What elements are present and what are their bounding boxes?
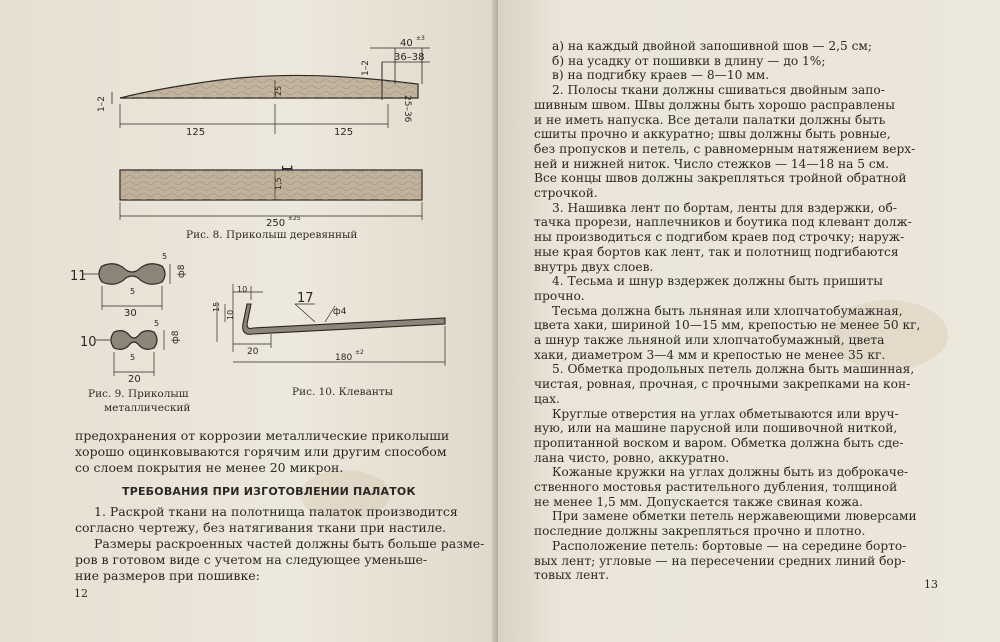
text-line: Тесьма должна быть льняная или хлопчатобумажная,	[552, 303, 903, 318]
dim-180-tol: ±2	[355, 349, 364, 356]
figure-8-wooden-peg-drawing	[0, 0, 498, 240]
text-line: б) на усадку от пошивки в длину — до 1%;	[552, 53, 826, 68]
text-line: строчкой.	[534, 186, 598, 200]
text-line: внутрь двух слоев.	[534, 259, 654, 274]
dim-25-36: 25–36	[402, 95, 412, 123]
metal-peg-11	[99, 264, 165, 285]
text-line: 5. Обметка продольных петель должна быть машинная,	[552, 362, 915, 377]
metal-peg-10	[111, 331, 157, 350]
dim-10-a: 10	[237, 285, 248, 294]
dim-250-tol: ±25	[288, 215, 301, 222]
text-line: 4. Тесьма и шнур вздержек должны быть пришиты	[552, 274, 883, 289]
label-10: 10	[80, 335, 97, 350]
figure-9-caption-line1: Рис. 9. Приколыш	[88, 388, 189, 400]
text-line: ны производиться с подгибом краев под строчку; наруж-	[534, 230, 905, 245]
dim-40-tol: ±3	[416, 35, 425, 42]
left-page	[0, 0, 498, 642]
dim-25: 25	[274, 85, 283, 96]
text-line: и не иметь напуска. Все детали палатки должны быть	[534, 112, 886, 127]
text-line: прочно.	[534, 288, 585, 303]
label-11: 11	[70, 269, 87, 284]
text-line: ние размеров при пошивке:	[75, 568, 260, 583]
text-line: ную, или на машине парусной или пошивочной ниткой,	[534, 421, 898, 436]
page-number-left: 12	[74, 587, 88, 600]
dim-180: 180	[335, 353, 353, 363]
text-line: чистая, ровная, прочная, с прочными закрепками на кон-	[534, 377, 911, 392]
dim-1-5: 1,5	[274, 177, 283, 190]
figure-10-caption: Рис. 10. Клеванты	[292, 386, 394, 398]
dim-20-fig9: 20	[128, 374, 141, 385]
dim-125-b: 125	[334, 127, 354, 138]
text-line: последние должны закрепляться прочно и плотно.	[534, 524, 866, 539]
text-line: ные края бортов как лент, так и полотнищ подгибаются	[534, 244, 899, 259]
label-17: 17	[297, 291, 314, 306]
text-line: сшиты прочно и аккуратно; швы должны быть ровные,	[534, 127, 891, 142]
text-line: товых лент.	[534, 568, 610, 583]
figure-8-caption: Рис. 8. Приколыш деревянный	[186, 229, 358, 241]
text-line: вых лент; угловые — на пересечении средних линий бор-	[534, 553, 906, 568]
text-line: хорошо оцинковываются горячим или другим способом	[75, 444, 447, 459]
text-line: ственного мостовья растительного дубления, толщиной	[534, 480, 898, 494]
dim-5-d: 5	[130, 353, 136, 362]
dim-5-b: 5	[130, 287, 136, 296]
text-line: шивным швом. Швы должны быть хорошо расправлены	[534, 97, 895, 112]
text-line: 3. Нашивка лент по бортам, ленты для вздержки, об-	[552, 200, 897, 215]
text-line: ров в готовом виде с учетом на следующее уменьше-	[75, 552, 428, 567]
text-line: При замене обметки петель нержавеющими люверсами	[552, 509, 917, 524]
dim-1-2-right: 1–2	[361, 60, 371, 76]
dim-5-c: 5	[154, 319, 160, 328]
text-line: 1. Раскрой ткани на полотнища палаток производится	[94, 504, 458, 519]
text-line: без пропусков и петель, с равномерным натяжением верх-	[534, 141, 916, 156]
dim-125-a: 125	[186, 127, 206, 138]
dim-40: 40	[400, 38, 413, 49]
text-line: согласно чертежу, без натягивания ткани при настиле.	[75, 520, 447, 535]
text-line: ней и нижней ниток. Число стежков — 14—18 на 5 см.	[534, 156, 890, 171]
text-line: а) на каждый двойной запошивной шов — 2,5 см;	[552, 39, 873, 53]
text-line: лана чисто, ровно, аккуратно.	[534, 450, 730, 465]
text-line: Размеры раскроенных частей должны быть больше разме-	[94, 536, 485, 551]
figure-9-caption-line2: металлический	[104, 402, 191, 414]
text-line: Круглые отверстия на углах обметываются или вруч-	[552, 406, 899, 421]
dim-f8-a: ф8	[177, 264, 187, 278]
text-line: пропитанной воском и варом. Обметка должна быть сде-	[534, 435, 904, 450]
section-heading: ТРЕБОВАНИЯ ПРИ ИЗГОТОВЛЕНИИ ПАЛАТОК	[122, 485, 416, 498]
dim-f8-b: ф8	[171, 330, 181, 344]
text-line: не менее 1,5 мм. Допускается также свиная кожа.	[534, 494, 863, 509]
dim-5-a: 5	[162, 252, 168, 261]
text-line: Кожаные кружки на углах должны быть из доброкаче-	[552, 465, 909, 480]
text-line: в) на подгибку краев — 8—10 мм.	[552, 68, 770, 83]
figure-10-toggle-drawing	[205, 282, 465, 372]
dim-36-38: 36–38	[394, 52, 425, 63]
text-line: со слоем покрытия не менее 20 микрон.	[75, 460, 344, 475]
page-number-right: 13	[924, 578, 938, 591]
dim-f4: ф4	[333, 307, 347, 317]
text-line: тачка прорези, наплечников и боутика под клевант долж-	[534, 215, 912, 230]
dim-10-b: 10	[226, 309, 235, 320]
text-line: 2. Полосы ткани должны сшиваться двойным запо-	[552, 83, 885, 98]
text-line: Все концы швов должны закрепляться тройной обратной	[534, 171, 907, 186]
text-line: Расположение петель: бортовые — на середине борто-	[552, 538, 907, 553]
dim-15: 15	[212, 301, 221, 312]
dim-1-2-left: 1–2	[97, 96, 107, 112]
right-page	[498, 0, 1000, 642]
dim-20-fig10: 20	[247, 347, 259, 357]
text-line: хаки, диаметром 3—4 мм и крепостью не менее 35 кг.	[534, 347, 886, 362]
text-line: а шнур также льняной или хлопчатобумажный, цвета	[534, 333, 885, 347]
text-line: предохранения от коррозии металлические приколыши	[75, 428, 450, 443]
dim-250: 250	[266, 218, 286, 229]
dim-30: 30	[124, 308, 137, 319]
text-line: цах.	[534, 391, 560, 406]
text-line: цвета хаки, шириной 10—15 мм, крепостью не менее 50 кг,	[534, 318, 921, 333]
